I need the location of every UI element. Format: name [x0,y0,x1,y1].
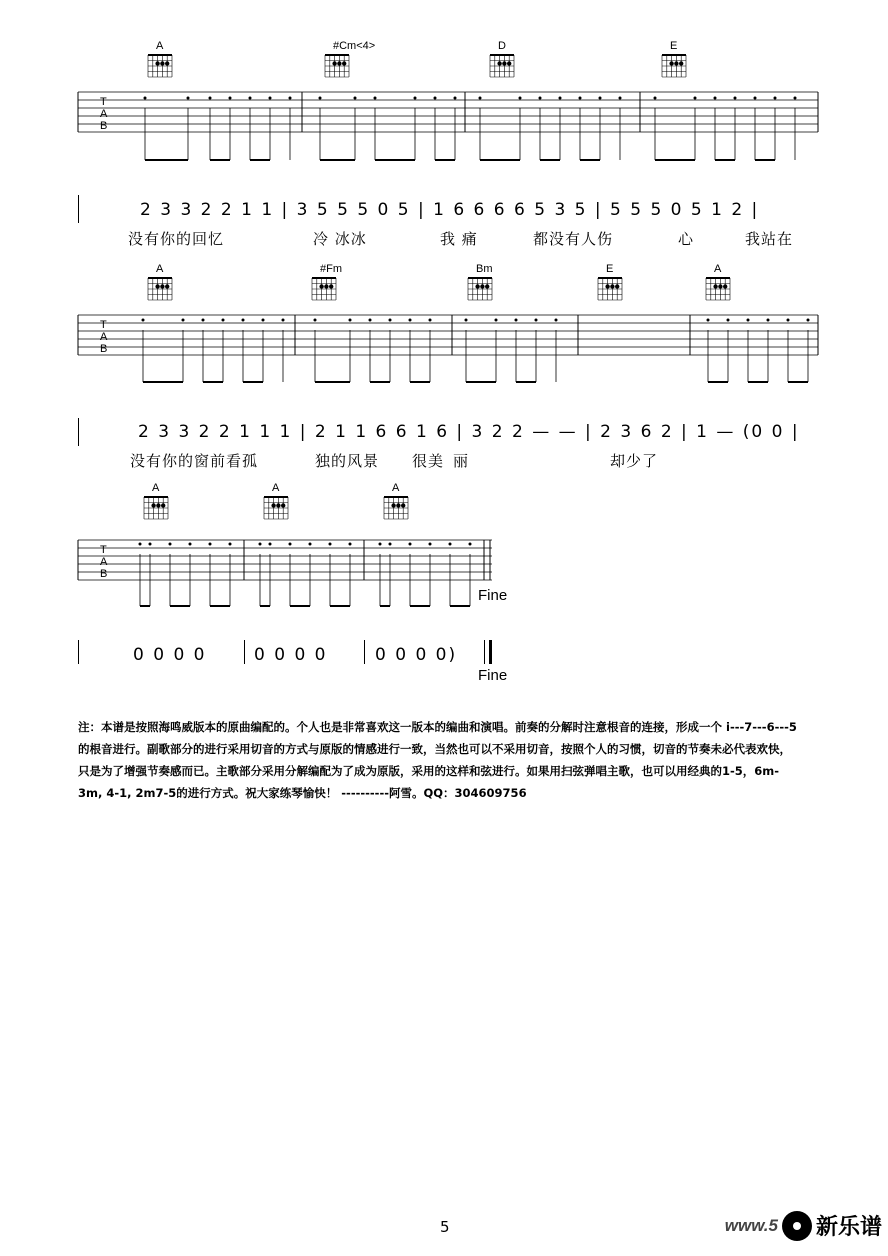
accent-dot [714,97,717,100]
accent-dot [209,97,212,100]
numbered-notation-1: 2 3 3 2 2 1 1 | 3 5 5 5 0 5 | 1 6 6 6 6 5 3 5 | 5 5 5 0 5 1 2 | [140,200,760,220]
accent-dot [269,543,272,546]
accent-dot [229,543,232,546]
rest-measure-3: 0 0 0 0) [375,645,458,665]
accent-dot [747,319,750,322]
chord-name: E [606,263,614,275]
lyric-1b: 冷 冰冰 [313,230,367,248]
accent-dot [734,97,737,100]
accent-dot [555,319,558,322]
accent-dot [319,97,322,100]
chord-name: E [670,40,678,52]
chord-dot [713,284,717,288]
accent-dot [479,97,482,100]
chord-name: A [714,263,722,275]
chord-dot [610,284,614,288]
chord-name: #Fm [320,263,342,275]
final-barline [489,640,492,664]
accent-dot [807,319,810,322]
chord-dot [155,284,159,288]
accent-dot [349,319,352,322]
accent-dot [149,543,152,546]
chord-dot [396,503,400,507]
chord-dot [391,503,395,507]
accent-dot [515,319,518,322]
accent-dot [189,543,192,546]
lyric-2b: 独的风景 [315,452,380,470]
chord-dot [329,284,333,288]
chord-name: A [152,482,160,494]
tab-clef: B [100,568,108,580]
chord-dot [156,503,160,507]
accent-dot [754,97,757,100]
chord-dot [271,503,275,507]
chord-dot [401,503,405,507]
chord-dot [605,284,609,288]
accent-dot [389,543,392,546]
arrangement-note: 注：本谱是按照海鸣威版本的原曲编配的。个人也是非常喜欢这一版本的编曲和演唱。前奏的分解时注意根音的连接，形成一个 i---7---6---5的根音进行。副歌部分的进行采用切音的方式与原版的情感进行一致，当然也可以不采用切音，按照个人的习惯，切音的节奏未必代表欢快，只是为了增强节奏感而已。主歌部分采用分解编配为了成为原版，采用的这样和弦进行。如果用扫弦弹唱主歌，也可以用经典的1-5，6m-3m, 4-1, 2m7-5的进行方式。祝大家练琴愉快！ ----------阿雪。QQ：304609756 [78,720,797,800]
tab-clef: A [100,108,108,120]
chord-dot [497,61,501,65]
chord-dot [319,284,323,288]
accent-dot [774,97,777,100]
barline [78,195,79,223]
accent-dot [579,97,582,100]
chord-dot [332,61,336,65]
accent-dot [454,97,457,100]
chord-name: A [156,40,164,52]
accent-dot [429,319,432,322]
lyric-1e: 心 [678,230,695,248]
accent-dot [414,97,417,100]
fine-mark: Fine [478,667,508,684]
accent-dot [619,97,622,100]
lyric-1c: 我 痛 [440,230,478,248]
lyric-1f: 我站在 [745,230,794,248]
chord-dot [615,284,619,288]
accent-dot [289,543,292,546]
accent-dot [187,97,190,100]
chord-dot [165,284,169,288]
lyric-1a: 没有你的回忆 [128,230,225,248]
accent-dot [707,319,710,322]
accent-dot [409,543,412,546]
accent-dot [559,97,562,100]
accent-dot [465,319,468,322]
accent-dot [229,97,232,100]
accent-dot [727,319,730,322]
chord-dot [160,284,164,288]
accent-dot [144,97,147,100]
chord-name: D [498,40,506,52]
chord-dot [324,284,328,288]
accent-dot [449,543,452,546]
accent-dot [469,543,472,546]
chord-dot [155,61,159,65]
tab-clef: B [100,120,108,132]
rest-measure-1: 0 0 0 0 [133,645,207,665]
watermark-name: 新乐谱 [815,1215,882,1240]
lyric-2e: 却少了 [610,452,659,470]
barline [78,640,79,664]
accent-dot [182,319,185,322]
chord-dot [281,503,285,507]
tab-clef: T [100,96,107,108]
accent-dot [369,319,372,322]
accent-dot [329,543,332,546]
accent-dot [169,543,172,546]
page-number: 5 [440,1218,450,1236]
accent-dot [787,319,790,322]
accent-dot [314,319,317,322]
barline [244,640,245,664]
chord-dot [480,284,484,288]
lyric-2a: 没有你的窗前看孤 [130,452,259,470]
watermark [725,1210,882,1241]
fine-mark-tab: Fine [478,587,508,604]
accent-dot [535,319,538,322]
accent-dot [269,97,272,100]
chord-dot [161,503,165,507]
accent-dot [289,97,292,100]
accent-dot [259,543,262,546]
chord-dot [485,284,489,288]
accent-dot [539,97,542,100]
chord-name: A [272,482,280,494]
accent-dot [654,97,657,100]
lyric-1d: 都没有人伤 [533,230,614,248]
barline [364,640,365,664]
chord-dot [337,61,341,65]
barline [78,418,79,446]
chord-name: A [156,263,164,275]
accent-dot [409,319,412,322]
chord-dot [502,61,506,65]
chord-dot [718,284,722,288]
tab-clef: A [100,556,108,568]
chord-name: A [392,482,400,494]
accent-dot [242,319,245,322]
lyric-2c: 很美 [412,452,445,470]
chord-dot [507,61,511,65]
tab-clef: T [100,544,107,556]
accent-dot [202,319,205,322]
accent-dot [139,543,142,546]
accent-dot [349,543,352,546]
chord-dot [475,284,479,288]
accent-dot [262,319,265,322]
accent-dot [389,319,392,322]
chord-dot [674,61,678,65]
accent-dot [374,97,377,100]
chord-dot [276,503,280,507]
chord-dot [723,284,727,288]
accent-dot [282,319,285,322]
accent-dot [434,97,437,100]
accent-dot [222,319,225,322]
accent-dot [767,319,770,322]
accent-dot [142,319,145,322]
accent-dot [309,543,312,546]
accent-dot [495,319,498,322]
record-logo-icon [782,1211,812,1241]
watermark-url: www.5 [724,1215,778,1235]
accent-dot [694,97,697,100]
chord-dot [342,61,346,65]
accent-dot [599,97,602,100]
tab-clef: A [100,331,108,343]
tab-clef: B [100,343,108,355]
chord-dot [165,61,169,65]
accent-dot [379,543,382,546]
numbered-notation-2: 2 3 3 2 2 1 1 1 | 2 1 1 6 6 1 6 | 3 2 2 — — | 2 3 6 2 | 1 — (0 0 | [138,422,800,442]
accent-dot [429,543,432,546]
accent-dot [354,97,357,100]
chord-dot [669,61,673,65]
chord-dot [679,61,683,65]
chord-name: Bm [476,263,493,275]
tab-clef: T [100,319,107,331]
chord-dot [160,61,164,65]
barline [484,640,485,664]
accent-dot [209,543,212,546]
accent-dot [794,97,797,100]
chord-dot [151,503,155,507]
accent-dot [249,97,252,100]
chord-name: #Cm<4> [333,40,376,52]
accent-dot [519,97,522,100]
lyric-2d: 丽 [453,452,470,470]
rest-measure-2: 0 0 0 0 [254,645,328,665]
